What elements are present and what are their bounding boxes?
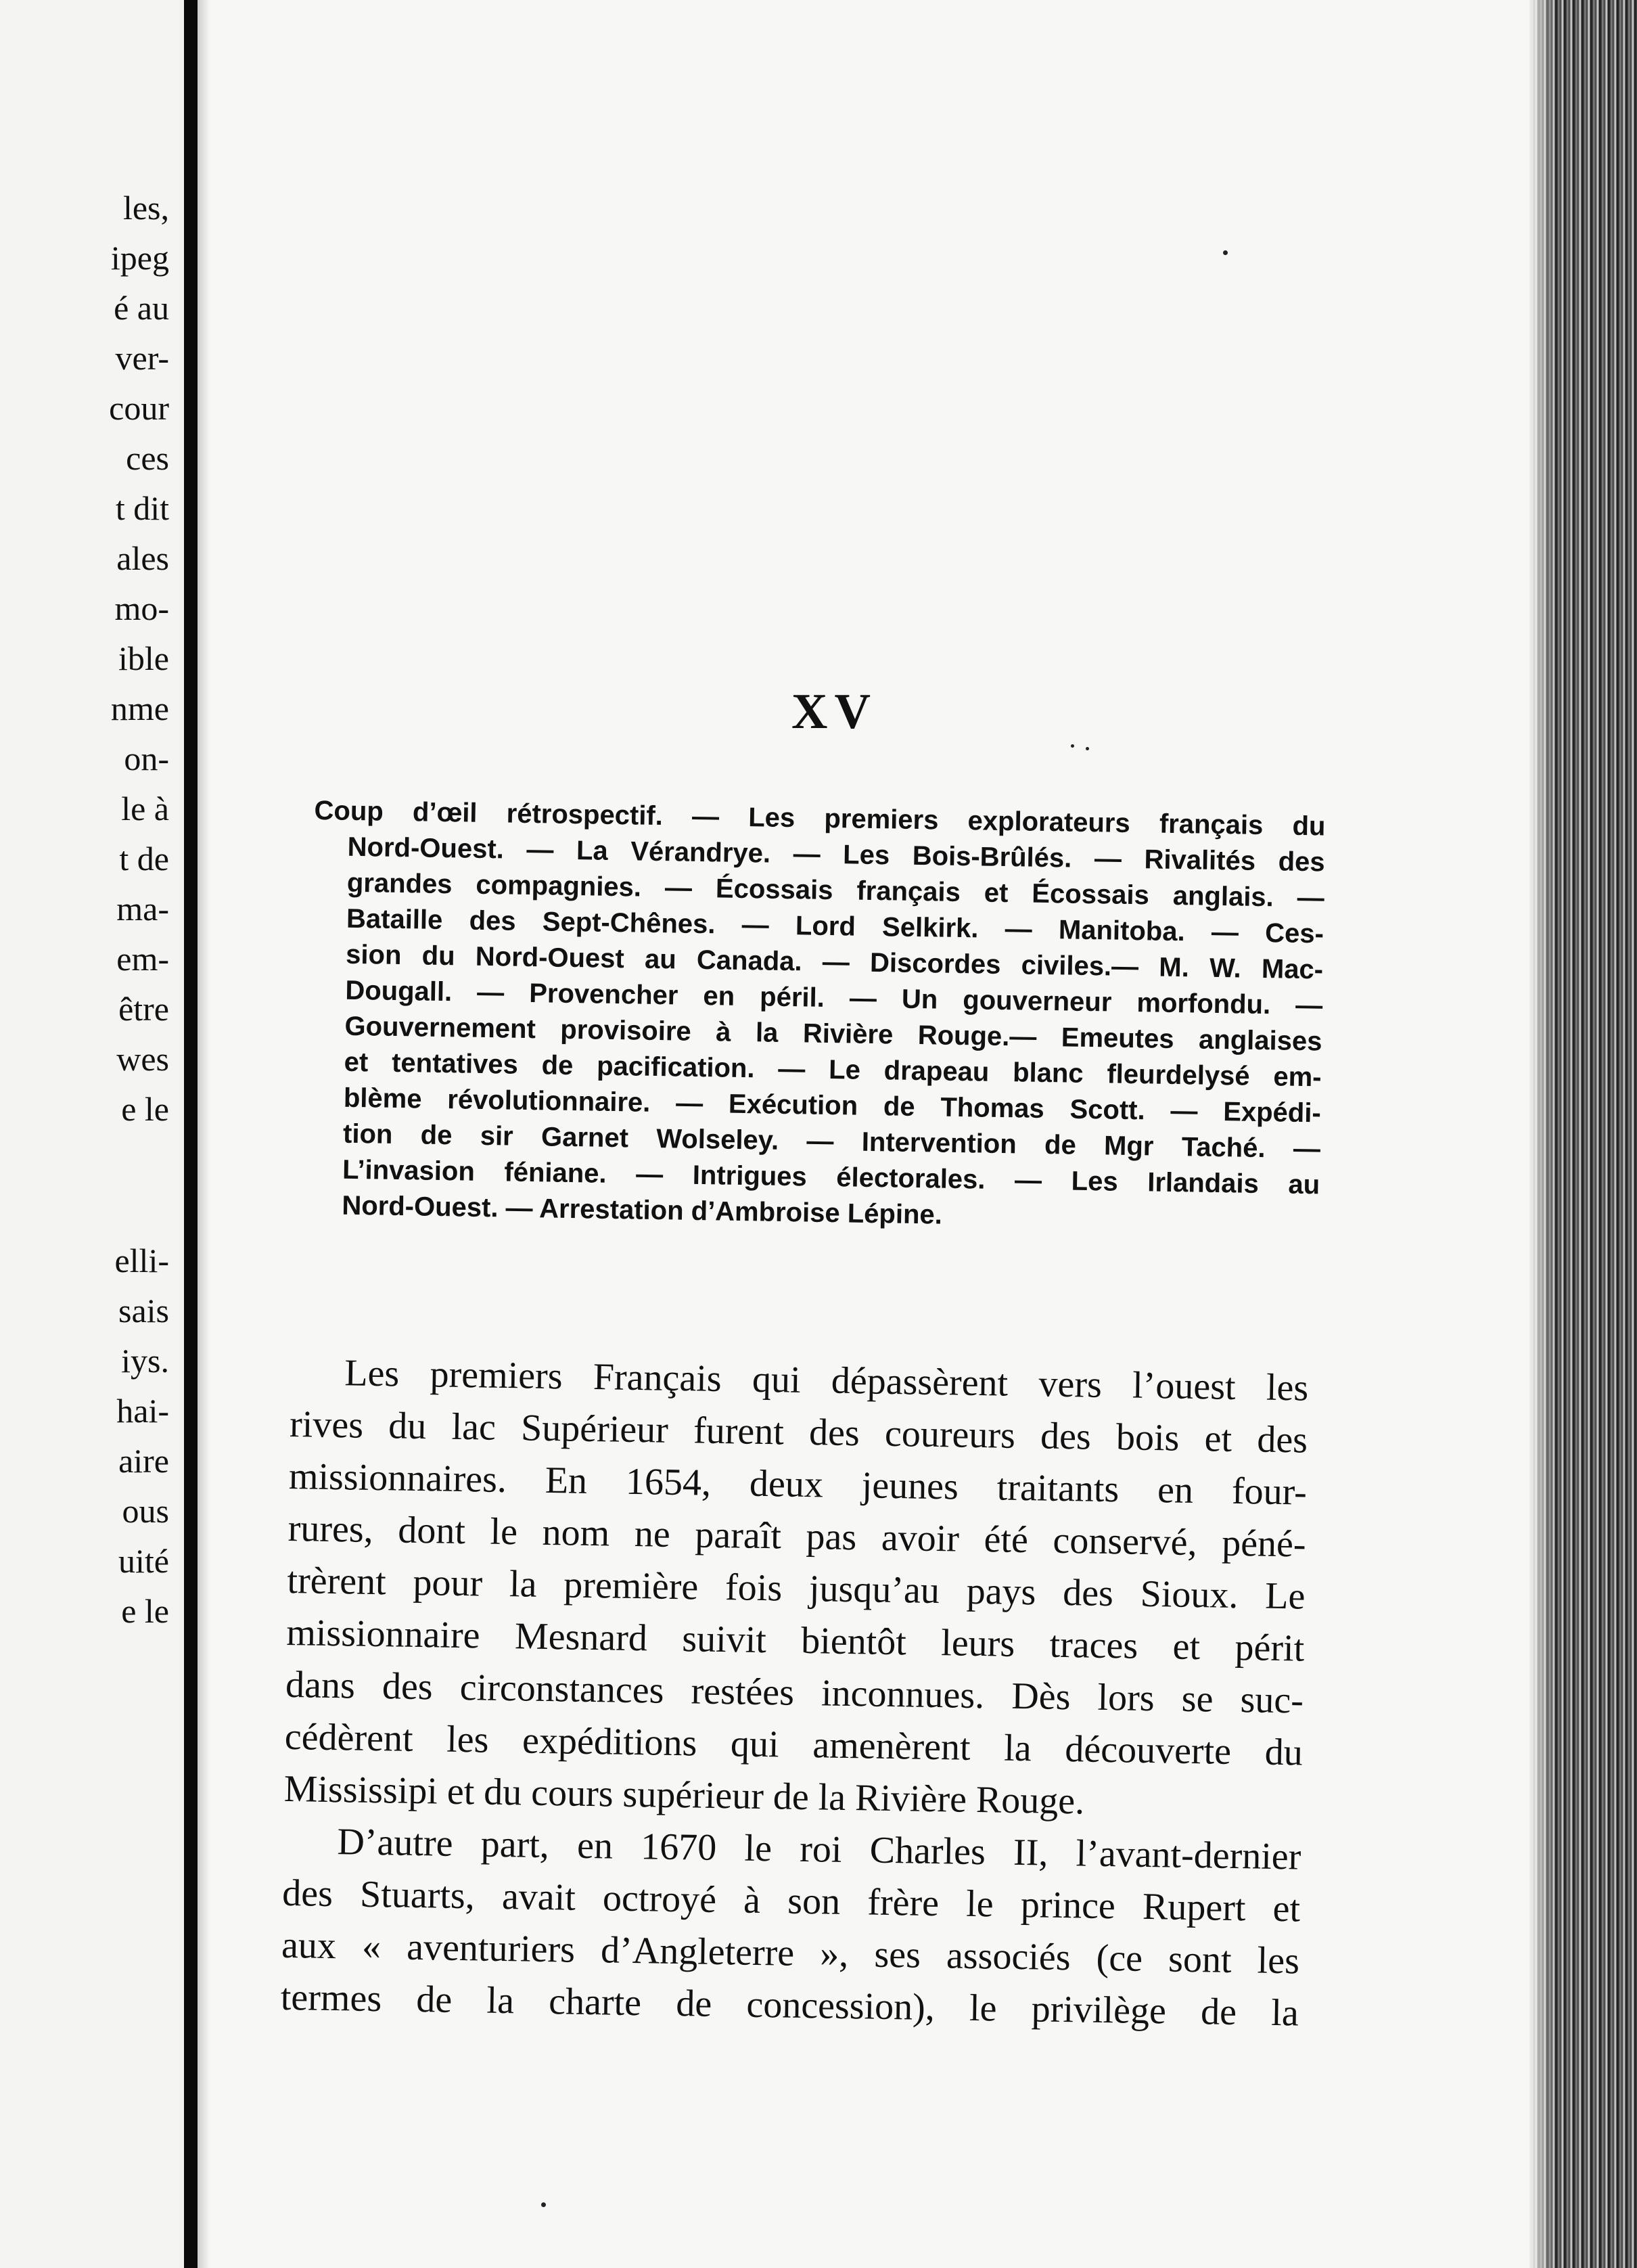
- facing-page-fragment: ous: [122, 1492, 169, 1530]
- facing-page-fragment: e le: [121, 1592, 169, 1630]
- facing-page-fragment: ible: [118, 639, 169, 677]
- facing-page-fragment: e le: [121, 1090, 169, 1128]
- facing-page-fragment: sais: [118, 1292, 169, 1330]
- summary-line: et tentatives de pacification. — Le drapeau blanc fleurdelysé em-: [344, 1047, 1322, 1093]
- print-speck: [1223, 250, 1228, 255]
- chapter-summary: [308, 793, 1326, 1239]
- summary-line: tion de sir Garnet Wolseley. — Intervention de Mgr Taché. —: [342, 1118, 1321, 1164]
- print-speck: [541, 2202, 546, 2207]
- facing-page-fragment: ma-: [116, 890, 169, 928]
- facing-page-fragment: uité: [118, 1542, 169, 1580]
- body-line: termes de la charte de concession), le privilège de la: [280, 1976, 1299, 2035]
- print-speck: [1086, 747, 1089, 750]
- facing-page-fragment: em-: [116, 940, 169, 978]
- facing-page-fragment: être: [118, 990, 169, 1028]
- body-line: rures, dont le nom ne paraît pas avoir été conservé, péné-: [287, 1507, 1307, 1566]
- body-line: cédèrent les expéditions qui amenèrent la découverte du: [284, 1715, 1304, 1774]
- body-line: des Stuarts, avait octroyé à son frère le prince Rupert et: [281, 1872, 1301, 1930]
- facing-page-fragment: aire: [118, 1442, 169, 1480]
- body-text: [280, 1346, 1309, 2040]
- summary-line: Bataille des Sept-Chênes. — Lord Selkirk. — Manitoba. — Ces-: [346, 903, 1324, 949]
- facing-page-fragment: les,: [122, 189, 169, 227]
- facing-page-fragment: cour: [109, 389, 169, 427]
- facing-page-fragment: mo-: [114, 589, 169, 627]
- body-line: missionnaire Mesnard suivit bientôt leurs traces et périt: [285, 1611, 1305, 1670]
- facing-page-blank-line: [0, 1134, 175, 1235]
- facing-page-fragment: iys.: [121, 1342, 169, 1380]
- summary-line: Nord-Ouest. — La Vérandrye. — Les Bois-Brûlés. — Rivalités des: [347, 832, 1325, 878]
- page-edge-fade: [1529, 0, 1556, 2268]
- facing-page-fragment: ver-: [115, 339, 169, 377]
- facing-page-fragment: é au: [114, 289, 169, 327]
- facing-page-fragment: elli-: [114, 1242, 169, 1279]
- body-line: dans des circonstances restées inconnues. Dès lors se suc-: [285, 1663, 1304, 1722]
- summary-line: Coup d’œil rétrospectif. — Les premiers explorateurs français du: [314, 795, 1326, 842]
- book-gutter: [184, 0, 198, 2268]
- body-line: trèrent pour la première fois jusqu’au pays des Sioux. Le: [287, 1559, 1306, 1618]
- facing-page-fragment: ces: [126, 439, 169, 477]
- body-line: aux « aventuriers d’Angleterre », ses associés (ce sont les: [281, 1924, 1300, 1982]
- body-line: missionnaires. En 1654, deux jeunes traitants en four-: [288, 1455, 1308, 1514]
- facing-page-text-fragments: [0, 183, 175, 1636]
- summary-line: L’invasion féniane. — Intrigues électorales. — Les Irlandais au: [342, 1154, 1320, 1200]
- body-line: D’autre part, en 1670 le roi Charles II, l’avant-dernier: [337, 1821, 1301, 1878]
- body-line: rives du lac Supérieur furent des coureurs des bois et des: [289, 1403, 1308, 1461]
- facing-page-fragment: wes: [116, 1040, 169, 1078]
- summary-line: grandes compagnies. — Écossais français et Écossais anglais. —: [346, 867, 1325, 913]
- print-speck: [1071, 744, 1074, 748]
- facing-page-fragment: t de: [119, 840, 169, 878]
- summary-line: sion du Nord-Ouest au Canada. — Discordes civiles.— M. W. Mac-: [345, 939, 1324, 985]
- facing-page-fragment: ipeg: [110, 239, 169, 277]
- chapter-number: XV: [791, 684, 877, 740]
- facing-page-fragment: le à: [121, 790, 169, 827]
- body-line: Mississipi et du cours supérieur de la Rivière Rouge.: [283, 1767, 1085, 1823]
- facing-page-fragment: hai-: [116, 1392, 169, 1430]
- summary-line: Dougall. — Provencher en péril. — Un gouverneur morfondu. —: [345, 975, 1323, 1021]
- summary-line: blème révolutionnaire. — Exécution de Thomas Scott. — Expédi-: [343, 1083, 1322, 1129]
- summary-line: Gouvernement provisoire à la Rivière Rouge.— Emeutes anglaises: [344, 1011, 1322, 1057]
- facing-page-fragment: on-: [124, 740, 169, 777]
- facing-page: [0, 0, 179, 2268]
- facing-page-fragment: ales: [116, 539, 169, 577]
- gutter-shadow: [198, 0, 210, 2268]
- summary-line: Nord-Ouest. — Arrestation d’Ambroise Lépine.: [342, 1190, 943, 1230]
- facing-page-fragment: nme: [110, 689, 169, 727]
- facing-page-fragment: t dit: [115, 489, 169, 527]
- body-line: Les premiers Français qui dépassèrent vers l’ouest les: [344, 1352, 1309, 1409]
